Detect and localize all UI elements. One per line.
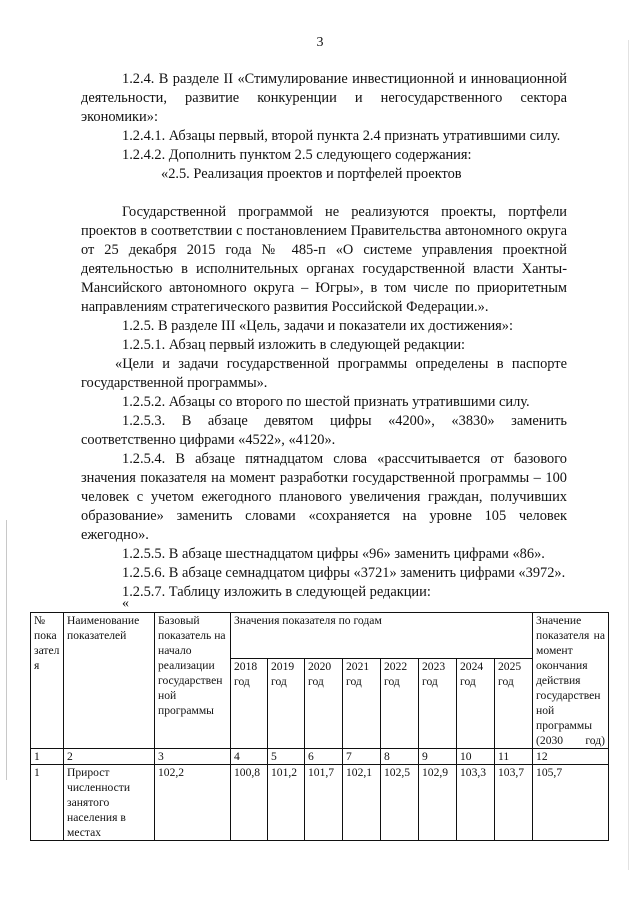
column-number: 5 [268,749,305,765]
paragraph-goals-quote: «Цели и задачи государственной программы определены в паспорте государственной программы». [81,356,567,391]
header-year: 2018 год [231,659,268,749]
paragraph-1-2-5: 1.2.5. В разделе III «Цель, задачи и показатели их достижения»: [122,318,513,334]
table-row [31,765,609,841]
column-number: 2 [64,749,155,765]
paragraph-projects: Государственной программой не реализуются проекты, портфели проектов в соответствии с постановлением Правительства автономного округа от 25 декабря 2015 года № 485-п «О системе управления проектной деятельностью в исполнительных органах государственной власти Ханты-Мансийского автономного округа – Югры», в том числе по приоритетным направлениям стратегического развития Российской Федерации.». [81,204,567,315]
paragraph-1-2-5-6: 1.2.5.6. В абзаце семнадцатом цифры «3721» заменить цифрами «3972». [122,565,566,581]
header-year: 2024 год [457,659,495,749]
row-num: 1 [31,765,64,841]
paragraph-1-2-5-1: 1.2.5.1. Абзац первый изложить в следующей редакции: [122,337,466,353]
header-years-group: Значения показателя по годам [231,613,533,659]
column-number: 8 [381,749,419,765]
header-year: 2025 год [495,659,533,749]
row-base: 102,2 [155,765,231,841]
scan-edge-mark [6,520,7,780]
row-name: Прирост численности занятого населения в местах [64,765,155,841]
header-year: 2020 год [305,659,343,749]
page-number: 3 [316,35,324,50]
column-number: 12 [533,749,609,765]
column-number: 10 [457,749,495,765]
row-value: 102,1 [343,765,381,841]
scan-edge-mark [628,40,629,870]
row-value: 102,5 [381,765,419,841]
column-number: 1 [31,749,64,765]
paragraph-1-2-5-3: 1.2.5.3. В абзаце девятом цифры «4200», «3830» заменить соответственно цифрами «4522», «4120». [81,413,567,448]
column-number: 6 [305,749,343,765]
row-value: 103,7 [495,765,533,841]
paragraph-1-2-4-1: 1.2.4.1. Абзацы первый, второй пункта 2.4 признать утратившими силу. [122,128,561,144]
column-number: 11 [495,749,533,765]
row-value: 101,7 [305,765,343,841]
header-year: 2021 год [343,659,381,749]
paragraph-1-2-4: 1.2.4. В разделе II «Стимулирование инвестиционной и инновационной деятельности, развитие конкуренции и негосударственного сектора экономики»: [81,71,567,125]
header-year: 2023 год [419,659,457,749]
document-body [81,70,567,602]
paragraph-1-2-5-4: 1.2.5.4. В абзаце пятнадцатом слова «рассчитывается от базового значения показателя на момент разработки государственной программы – 100 человек с учетом ежегодного планового увеличения граждан, получивших образование» заменить словами «сохраняется на уровне 105 человек ежегодно». [81,451,567,543]
header-final: Значение показателя на момент окончания действия государственной программы (2030 год) [533,613,609,749]
header-name: Наименование показателей [64,613,155,749]
row-final: 105,7 [533,765,609,841]
row-value: 100,8 [231,765,268,841]
column-number-row [31,749,609,765]
paragraph-1-2-5-5: 1.2.5.5. В абзаце шестнадцатом цифры «96» заменить цифрами «86». [122,546,545,562]
column-number: 4 [231,749,268,765]
column-number: 9 [419,749,457,765]
section-heading-2-5: «2.5. Реализация проектов и портфелей проектов [161,166,462,182]
column-number: 7 [343,749,381,765]
paragraph-1-2-5-2: 1.2.5.2. Абзацы со второго по шестой признать утратившими силу. [122,394,530,410]
header-year: 2022 год [381,659,419,749]
paragraph-1-2-4-2: 1.2.4.2. Дополнить пунктом 2.5 следующего содержания: [122,147,472,163]
table-open-quote: « [122,596,129,611]
header-year: 2019 год [268,659,305,749]
paragraph-1-2-5-7: 1.2.5.7. Таблицу изложить в следующей редакции: [122,584,431,600]
row-value: 101,2 [268,765,305,841]
row-value: 102,9 [419,765,457,841]
column-number: 3 [155,749,231,765]
row-value: 103,3 [457,765,495,841]
header-base: Базовый показатель на начало реализации государственной программы [155,613,231,749]
indicators-table [30,612,609,841]
table-header-row [31,613,609,659]
header-num: № показателя [31,613,64,749]
